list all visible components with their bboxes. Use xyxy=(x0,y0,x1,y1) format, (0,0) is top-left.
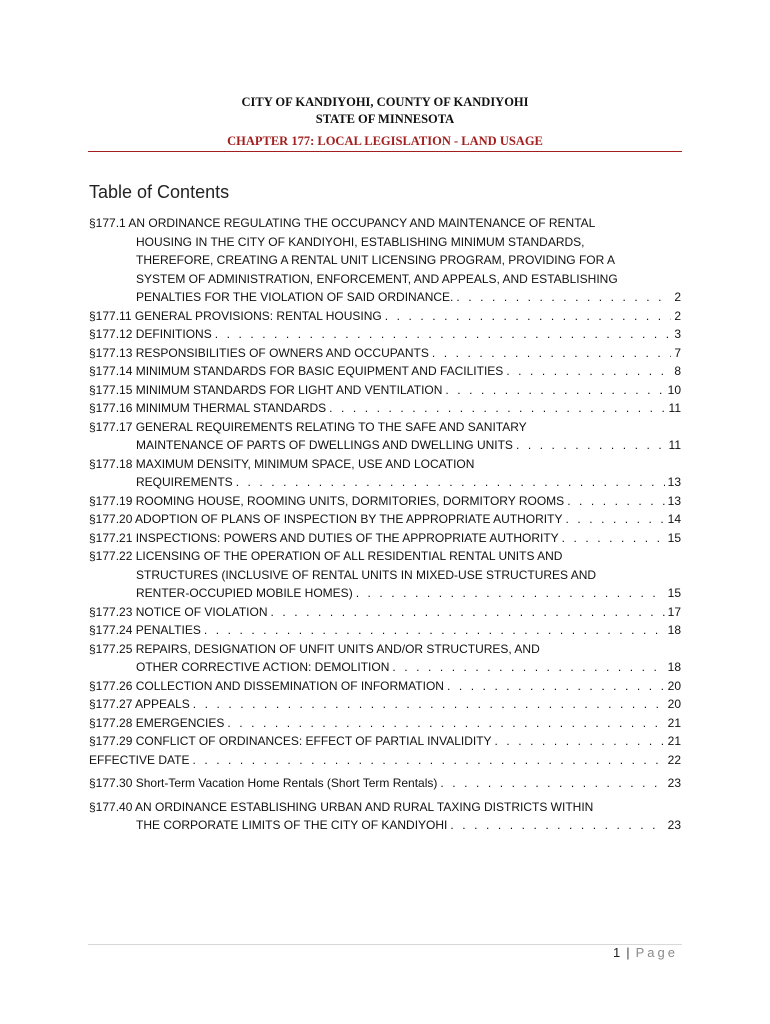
dot-leader xyxy=(565,510,664,529)
toc-entry[interactable] xyxy=(89,798,681,835)
dot-leader xyxy=(204,621,665,640)
toc-entry-leader-line xyxy=(89,584,681,603)
toc-entry-text: §177.28 EMERGENCIES xyxy=(89,715,225,730)
dot-leader xyxy=(227,714,664,733)
dot-leader xyxy=(447,677,665,696)
toc-entry[interactable] xyxy=(89,529,681,548)
toc-entry[interactable] xyxy=(89,640,681,677)
page-footer xyxy=(613,945,678,960)
toc-page-number[interactable]: 14 xyxy=(667,512,681,526)
dot-leader xyxy=(440,774,664,793)
toc-entry-leader-line xyxy=(89,695,681,714)
toc-entry[interactable] xyxy=(89,774,681,793)
toc-page-number[interactable]: 11 xyxy=(668,401,681,415)
toc-entry-line: §177.1 AN ORDINANCE REGULATING THE OCCUPANCY AND MAINTENANCE OF RENTAL xyxy=(89,216,596,230)
footer-divider xyxy=(88,944,682,945)
toc-entry-text: §177.21 INSPECTIONS: POWERS AND DUTIES OF THE APPROPRIATE AUTHORITY xyxy=(89,530,559,545)
toc-entry-leader-line xyxy=(89,344,681,363)
toc-page-number[interactable]: 23 xyxy=(667,818,681,832)
toc-entry-leader-line xyxy=(89,751,681,770)
toc-entry-leader-line xyxy=(89,307,681,326)
toc-entry-line: §177.40 AN ORDINANCE ESTABLISHING URBAN AND RURAL TAXING DISTRICTS WITHIN xyxy=(89,799,594,814)
dot-leader xyxy=(567,492,664,511)
toc-page-number[interactable]: 15 xyxy=(667,586,681,600)
toc-entry-text: §177.26 COLLECTION AND DISSEMINATION OF INFORMATION xyxy=(89,678,444,693)
toc-entry-leader-line xyxy=(89,677,681,696)
dot-leader xyxy=(356,584,665,603)
toc-page-number[interactable]: 23 xyxy=(667,776,681,790)
toc-page-number[interactable]: 21 xyxy=(667,734,681,748)
toc-entry[interactable] xyxy=(89,510,681,529)
dot-leader xyxy=(385,307,672,326)
dot-leader xyxy=(215,325,672,344)
dot-leader xyxy=(432,344,671,363)
toc-entry-text: RENTER-OCCUPIED MOBILE HOMES) xyxy=(136,586,353,600)
header-chapter-line: CHAPTER 177: LOCAL LEGISLATION - LAND USAGE xyxy=(227,134,543,148)
toc-entry-line: §177.22 LICENSING OF THE OPERATION OF ALL RESIDENTIAL RENTAL UNITS AND xyxy=(89,549,563,563)
toc-entry-text: PENALTIES FOR THE VIOLATION OF SAID ORDINANCE. xyxy=(136,290,454,304)
toc-page-number[interactable]: 17 xyxy=(667,604,681,619)
toc-page-number[interactable]: 22 xyxy=(667,752,681,767)
toc-entry-text: §177.15 MINIMUM STANDARDS FOR LIGHT AND VENTILATION xyxy=(89,382,443,397)
toc-entry-leader-line xyxy=(89,658,681,677)
toc-page-number[interactable]: 3 xyxy=(674,327,681,341)
dot-leader xyxy=(445,381,664,400)
toc-page-number[interactable]: 11 xyxy=(668,438,681,452)
dot-leader xyxy=(562,529,665,548)
toc-page-number[interactable]: 13 xyxy=(667,475,681,489)
toc-entry[interactable] xyxy=(89,695,681,714)
toc-entry-leader-line xyxy=(89,325,681,344)
dot-leader xyxy=(516,436,666,455)
toc-entry-text: §177.24 PENALTIES xyxy=(89,623,201,637)
toc-entry-leader-line xyxy=(89,621,681,640)
toc-entry[interactable] xyxy=(89,418,681,455)
toc-entry-text: §177.14 MINIMUM STANDARDS FOR BASIC EQUIPMENT AND FACILITIES xyxy=(89,364,504,378)
toc-page-number[interactable]: 20 xyxy=(667,678,681,693)
toc-entry[interactable] xyxy=(89,621,681,640)
toc-entry-leader-line xyxy=(89,381,681,400)
toc-entry[interactable] xyxy=(89,603,681,622)
toc-entry[interactable] xyxy=(89,381,681,400)
toc-entry-leader-line xyxy=(89,288,681,307)
toc-entry-leader-line xyxy=(89,473,681,492)
toc-entry-text: §177.23 NOTICE OF VIOLATION xyxy=(89,604,268,619)
toc-entry-leader-line xyxy=(89,774,681,793)
toc-entry[interactable] xyxy=(89,455,681,492)
toc-page-number[interactable]: 20 xyxy=(667,697,681,711)
header-state-line: STATE OF MINNESOTA xyxy=(315,112,455,126)
footer-separator: | xyxy=(626,945,630,960)
toc-entry-text: §177.29 CONFLICT OF ORDINANCES: EFFECT OF PARTIAL INVALIDITY xyxy=(89,734,492,748)
toc-entry[interactable] xyxy=(89,732,681,751)
toc-entry-leader-line xyxy=(89,492,681,511)
toc-entry-text: §177.27 APPEALS xyxy=(89,697,190,711)
toc-entry[interactable] xyxy=(89,362,681,381)
dot-leader xyxy=(456,288,671,307)
table-of-contents xyxy=(89,214,681,835)
toc-entry-text: §177.16 MINIMUM THERMAL STANDARDS xyxy=(89,401,327,415)
toc-entry[interactable] xyxy=(89,307,681,326)
dot-leader xyxy=(506,362,671,381)
toc-entry-line: HOUSING IN THE CITY OF KANDIYOHI, ESTABLISHING MINIMUM STANDARDS, xyxy=(136,234,585,249)
footer-page-word: Page xyxy=(635,945,678,960)
toc-entry-text: §177.30 Short-Term Vacation Home Rentals (Short Term Rentals) xyxy=(89,776,438,790)
dot-leader xyxy=(192,751,664,770)
dot-leader xyxy=(392,658,664,677)
toc-page-number[interactable]: 10 xyxy=(667,382,681,397)
toc-entry-text: §177.20 ADOPTION OF PLANS OF INSPECTION BY THE APPROPRIATE AUTHORITY xyxy=(89,512,563,526)
toc-page-number[interactable]: 13 xyxy=(667,493,681,508)
dot-leader xyxy=(271,603,665,622)
toc-entry-line: STRUCTURES (INCLUSIVE OF RENTAL UNITS IN MIXED-USE STRUCTURES AND xyxy=(136,567,597,582)
toc-entry[interactable] xyxy=(89,492,681,511)
toc-entry-leader-line xyxy=(89,362,681,381)
toc-entry-leader-line xyxy=(89,436,681,455)
toc-entry-line: §177.18 MAXIMUM DENSITY, MINIMUM SPACE, USE AND LOCATION xyxy=(89,456,475,471)
toc-entry-leader-line xyxy=(89,732,681,751)
toc-page-number[interactable]: 8 xyxy=(674,364,681,378)
dot-leader xyxy=(193,695,665,714)
toc-entry-line: §177.25 REPAIRS, DESIGNATION OF UNFIT UNITS AND/OR STRUCTURES, AND xyxy=(89,641,540,656)
dot-leader xyxy=(329,399,665,418)
toc-entry-text: §177.11 GENERAL PROVISIONS: RENTAL HOUSING xyxy=(89,308,382,323)
toc-entry[interactable] xyxy=(89,399,681,418)
toc-page-number[interactable]: 18 xyxy=(667,623,681,637)
toc-entry[interactable] xyxy=(89,214,681,307)
footer-page-number: 1 xyxy=(613,945,621,960)
toc-entry[interactable] xyxy=(89,547,681,603)
header-divider xyxy=(88,151,682,152)
toc-page-number[interactable]: 15 xyxy=(667,530,681,545)
toc-entry-line: THEREFORE, CREATING A RENTAL UNIT LICENSING PROGRAM, PROVIDING FOR A xyxy=(136,253,615,267)
toc-page-number[interactable]: 7 xyxy=(674,345,681,360)
toc-entry[interactable] xyxy=(89,751,681,770)
toc-entry-text: THE CORPORATE LIMITS OF THE CITY OF KANDIYOHI xyxy=(136,818,448,832)
dot-leader xyxy=(236,473,665,492)
toc-entry-line: §177.17 GENERAL REQUIREMENTS RELATING TO THE SAFE AND SANITARY xyxy=(89,419,527,434)
toc-entry-text: §177.12 DEFINITIONS xyxy=(89,327,212,341)
toc-entry-text: §177.19 ROOMING HOUSE, ROOMING UNITS, DORMITORIES, DORMITORY ROOMS xyxy=(89,493,565,508)
toc-entry-line: SYSTEM OF ADMINISTRATION, ENFORCEMENT, AND APPEALS, AND ESTABLISHING xyxy=(136,271,618,286)
toc-entry-leader-line xyxy=(89,399,681,418)
toc-entry-leader-line xyxy=(89,816,681,835)
toc-entry-leader-line xyxy=(89,603,681,622)
dot-leader xyxy=(450,816,664,835)
document-header xyxy=(88,94,682,150)
toc-page-number[interactable]: 2 xyxy=(674,308,681,323)
toc-page-number[interactable]: 21 xyxy=(667,715,681,730)
dot-leader xyxy=(495,732,665,751)
toc-title: Table of Contents xyxy=(89,182,230,202)
toc-entry-leader-line xyxy=(89,529,681,548)
toc-entry-text: MAINTENANCE OF PARTS OF DWELLINGS AND DWELLING UNITS xyxy=(136,438,513,452)
toc-page-number[interactable]: 18 xyxy=(667,660,681,674)
toc-entry-leader-line xyxy=(89,714,681,733)
toc-entry-leader-line xyxy=(89,510,681,529)
toc-entry[interactable] xyxy=(89,325,681,344)
toc-entry[interactable] xyxy=(89,677,681,696)
toc-entry-text: OTHER CORRECTIVE ACTION: DEMOLITION xyxy=(136,660,390,674)
toc-entry[interactable] xyxy=(89,344,681,363)
toc-entry-text: §177.13 RESPONSIBILITIES OF OWNERS AND OCCUPANTS xyxy=(89,345,429,360)
toc-entry-text: REQUIREMENTS xyxy=(136,475,233,489)
toc-entry[interactable] xyxy=(89,714,681,733)
header-city-line: CITY OF KANDIYOHI, COUNTY OF KANDIYOHI xyxy=(241,95,529,109)
toc-entry-text: EFFECTIVE DATE xyxy=(89,752,190,767)
toc-page-number[interactable]: 2 xyxy=(674,290,681,304)
